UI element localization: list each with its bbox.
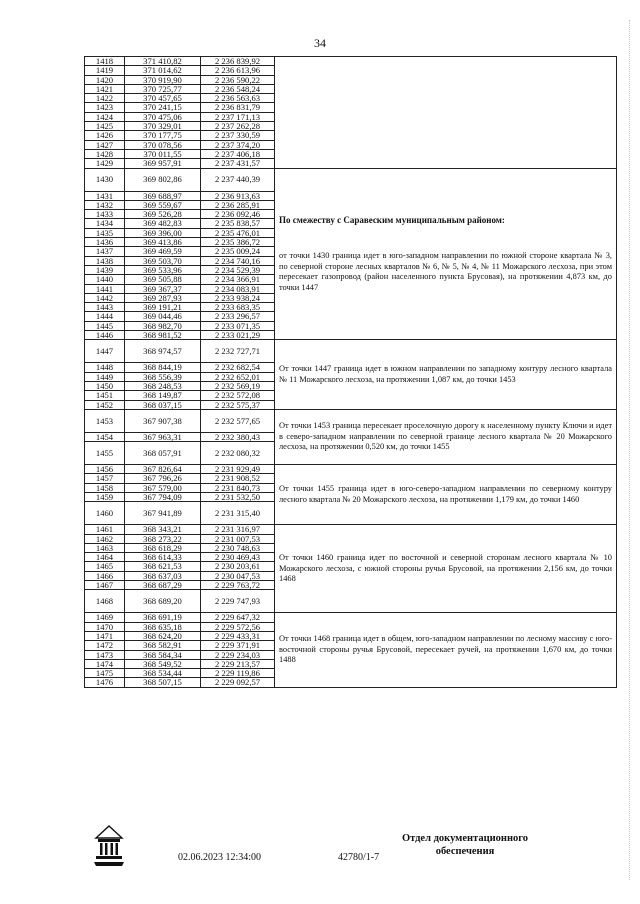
point-number-cell: 1446 bbox=[85, 331, 125, 340]
x-coordinate-cell: 368 637,03 bbox=[125, 571, 201, 580]
point-number-cell: 1467 bbox=[85, 581, 125, 590]
point-number-cell: 1434 bbox=[85, 219, 125, 228]
description-text: От точки 1468 граница идет в общем, юго-западном направлении по лесному массиву с юго-восточной стороны ручья Брусовой, пересекает ручей, на протяжении 1,670 км, до точки 1488 bbox=[279, 634, 612, 665]
point-number-cell: 1469 bbox=[85, 613, 125, 622]
y-coordinate-cell: 2 236 563,63 bbox=[201, 94, 275, 103]
y-coordinate-cell: 2 229 647,32 bbox=[201, 613, 275, 622]
x-coordinate-cell: 368 582,91 bbox=[125, 641, 201, 650]
y-coordinate-cell: 2 237 440,39 bbox=[201, 168, 275, 191]
x-coordinate-cell: 369 469,59 bbox=[125, 247, 201, 256]
y-coordinate-cell: 2 236 613,96 bbox=[201, 66, 275, 75]
y-coordinate-cell: 2 233 071,35 bbox=[201, 321, 275, 330]
point-number-cell: 1453 bbox=[85, 409, 125, 432]
boundary-description-cell bbox=[275, 168, 617, 340]
x-coordinate-cell: 368 981,52 bbox=[125, 331, 201, 340]
boundary-description-cell bbox=[275, 409, 617, 464]
x-coordinate-cell: 370 725,77 bbox=[125, 84, 201, 93]
x-coordinate-cell: 367 794,09 bbox=[125, 492, 201, 501]
x-coordinate-cell: 368 149,87 bbox=[125, 391, 201, 400]
point-number-cell: 1454 bbox=[85, 432, 125, 441]
boundary-description-cell bbox=[275, 525, 617, 613]
x-coordinate-cell: 368 691,19 bbox=[125, 613, 201, 622]
y-coordinate-cell: 2 232 575,37 bbox=[201, 400, 275, 409]
footer-date: 02.06.2023 12:34:00 bbox=[178, 852, 262, 863]
x-coordinate-cell: 370 457,65 bbox=[125, 94, 201, 103]
description-text: от точки 1430 граница идет в юго-западном направлении по южной стороне квартала № 3, по северной стороне лесных кварталов № 6, № 5, № 4, № 11 Можарского лесхоза, при этом пересекает газопровод (район населенного пункта Брусовая), на протяжении 4,873 км, до точки 1447 bbox=[279, 251, 612, 292]
x-coordinate-cell: 369 505,88 bbox=[125, 275, 201, 284]
point-number-cell: 1436 bbox=[85, 238, 125, 247]
x-coordinate-cell: 369 367,37 bbox=[125, 284, 201, 293]
point-number-cell: 1418 bbox=[85, 57, 125, 66]
x-coordinate-cell: 367 796,26 bbox=[125, 474, 201, 483]
y-coordinate-cell: 2 231 316,97 bbox=[201, 525, 275, 534]
description-text: От точки 1455 граница идет в юго-северо-западном направлении по северному контуру лесного квартала № 20 Можарского лесхоза, на протяжении 1,179 км, до точки 1460 bbox=[279, 484, 612, 504]
point-number-cell: 1448 bbox=[85, 363, 125, 372]
y-coordinate-cell: 2 229 371,91 bbox=[201, 641, 275, 650]
point-number-cell: 1443 bbox=[85, 303, 125, 312]
margin-scan-marks bbox=[629, 20, 636, 880]
y-coordinate-cell: 2 237 330,59 bbox=[201, 131, 275, 140]
x-coordinate-cell: 368 273,22 bbox=[125, 534, 201, 543]
y-coordinate-cell: 2 237 262,28 bbox=[201, 122, 275, 131]
x-coordinate-cell: 368 624,20 bbox=[125, 631, 201, 640]
x-coordinate-cell: 370 011,55 bbox=[125, 149, 201, 158]
archive-building-icon bbox=[92, 824, 126, 868]
x-coordinate-cell: 368 635,18 bbox=[125, 622, 201, 631]
y-coordinate-cell: 2 234 366,91 bbox=[201, 275, 275, 284]
y-coordinate-cell: 2 237 431,57 bbox=[201, 159, 275, 168]
table-row bbox=[85, 340, 617, 363]
point-number-cell: 1461 bbox=[85, 525, 125, 534]
point-number-cell: 1421 bbox=[85, 84, 125, 93]
y-coordinate-cell: 2 233 938,24 bbox=[201, 293, 275, 302]
y-coordinate-cell: 2 229 213,57 bbox=[201, 659, 275, 668]
point-number-cell: 1450 bbox=[85, 381, 125, 390]
point-number-cell: 1433 bbox=[85, 210, 125, 219]
x-coordinate-cell: 371 410,82 bbox=[125, 57, 201, 66]
point-number-cell: 1451 bbox=[85, 391, 125, 400]
point-number-cell: 1424 bbox=[85, 112, 125, 121]
point-number-cell: 1444 bbox=[85, 312, 125, 321]
point-number-cell: 1429 bbox=[85, 159, 125, 168]
x-coordinate-cell: 367 907,38 bbox=[125, 409, 201, 432]
y-coordinate-cell: 2 230 748,63 bbox=[201, 543, 275, 552]
point-number-cell: 1457 bbox=[85, 474, 125, 483]
x-coordinate-cell: 369 287,93 bbox=[125, 293, 201, 302]
y-coordinate-cell: 2 232 380,43 bbox=[201, 432, 275, 441]
y-coordinate-cell: 2 229 433,31 bbox=[201, 631, 275, 640]
description-text: От точки 1447 граница идет в южном направлении по западному контуру лесного квартала № 11 Можарского лесхоза, на протяжении 1,087 км, до точки 1453 bbox=[279, 364, 612, 384]
y-coordinate-cell: 2 232 652,01 bbox=[201, 372, 275, 381]
point-number-cell: 1462 bbox=[85, 534, 125, 543]
footer-dept-line1: Отдел документационного bbox=[401, 833, 529, 844]
y-coordinate-cell: 2 230 203,61 bbox=[201, 562, 275, 571]
footer-department bbox=[400, 832, 530, 858]
point-number-cell: 1470 bbox=[85, 622, 125, 631]
y-coordinate-cell: 2 229 092,57 bbox=[201, 678, 275, 687]
y-coordinate-cell: 2 231 908,52 bbox=[201, 474, 275, 483]
x-coordinate-cell: 369 482,83 bbox=[125, 219, 201, 228]
table-row bbox=[85, 409, 617, 432]
x-coordinate-cell: 368 614,33 bbox=[125, 553, 201, 562]
y-coordinate-cell: 2 229 119,86 bbox=[201, 669, 275, 678]
description-heading: По смежеству с Саравеским муниципальным районом: bbox=[279, 214, 505, 225]
y-coordinate-cell: 2 233 021,29 bbox=[201, 331, 275, 340]
point-number-cell: 1468 bbox=[85, 590, 125, 613]
point-number-cell: 1473 bbox=[85, 650, 125, 659]
point-number-cell: 1442 bbox=[85, 293, 125, 302]
y-coordinate-cell: 2 229 763,72 bbox=[201, 581, 275, 590]
y-coordinate-cell: 2 233 683,35 bbox=[201, 303, 275, 312]
boundary-description-cell bbox=[275, 613, 617, 687]
point-number-cell: 1435 bbox=[85, 228, 125, 237]
x-coordinate-cell: 368 549,52 bbox=[125, 659, 201, 668]
description-text: От точки 1460 граница идет по восточной и северной сторонам лесного квартала № 10 Можарского лесхоза, с южной стороны ручья Брусовой, на протяжении 2,156 км, до точки 1468 bbox=[279, 553, 612, 584]
boundary-description-cell bbox=[275, 465, 617, 525]
point-number-cell: 1466 bbox=[85, 571, 125, 580]
y-coordinate-cell: 2 232 080,32 bbox=[201, 442, 275, 465]
x-coordinate-cell: 369 503,70 bbox=[125, 256, 201, 265]
point-number-cell: 1422 bbox=[85, 94, 125, 103]
point-number-cell: 1419 bbox=[85, 66, 125, 75]
point-number-cell: 1440 bbox=[85, 275, 125, 284]
x-coordinate-cell: 369 533,96 bbox=[125, 265, 201, 274]
x-coordinate-cell: 371 014,62 bbox=[125, 66, 201, 75]
x-coordinate-cell: 368 507,15 bbox=[125, 678, 201, 687]
y-coordinate-cell: 2 230 469,43 bbox=[201, 553, 275, 562]
point-number-cell: 1471 bbox=[85, 631, 125, 640]
y-coordinate-cell: 2 229 572,56 bbox=[201, 622, 275, 631]
x-coordinate-cell: 368 689,20 bbox=[125, 590, 201, 613]
x-coordinate-cell: 368 584,34 bbox=[125, 650, 201, 659]
y-coordinate-cell: 2 235 838,57 bbox=[201, 219, 275, 228]
x-coordinate-cell: 368 057,91 bbox=[125, 442, 201, 465]
point-number-cell: 1445 bbox=[85, 321, 125, 330]
point-number-cell: 1428 bbox=[85, 149, 125, 158]
x-coordinate-cell: 370 078,56 bbox=[125, 140, 201, 149]
x-coordinate-cell: 368 844,19 bbox=[125, 363, 201, 372]
page-number: 34 bbox=[314, 36, 326, 50]
point-number-cell: 1425 bbox=[85, 122, 125, 131]
point-number-cell: 1432 bbox=[85, 200, 125, 209]
x-coordinate-cell: 369 413,86 bbox=[125, 238, 201, 247]
boundary-description-cell bbox=[275, 340, 617, 409]
point-number-cell: 1447 bbox=[85, 340, 125, 363]
point-number-cell: 1439 bbox=[85, 265, 125, 274]
y-coordinate-cell: 2 232 577,65 bbox=[201, 409, 275, 432]
y-coordinate-cell: 2 232 569,19 bbox=[201, 381, 275, 390]
description-text: От точки 1453 граница пересекает проселочную дорогу к населенному пункту Ключи и идет в северо-западном направлении по северной границе лесного квартала № 20 Можарского лесхоза, на протяжении 0,520 км, до точки 1455 bbox=[279, 421, 612, 452]
x-coordinate-cell: 370 177,75 bbox=[125, 131, 201, 140]
point-number-cell: 1456 bbox=[85, 465, 125, 474]
y-coordinate-cell: 2 236 092,46 bbox=[201, 210, 275, 219]
point-number-cell: 1438 bbox=[85, 256, 125, 265]
boundary-description-cell bbox=[275, 57, 617, 169]
y-coordinate-cell: 2 232 572,08 bbox=[201, 391, 275, 400]
point-number-cell: 1426 bbox=[85, 131, 125, 140]
x-coordinate-cell: 370 241,15 bbox=[125, 103, 201, 112]
footer-reg-number: 42780/1-7 bbox=[338, 852, 380, 863]
point-number-cell: 1427 bbox=[85, 140, 125, 149]
y-coordinate-cell: 2 235 009,24 bbox=[201, 247, 275, 256]
x-coordinate-cell: 370 329,01 bbox=[125, 122, 201, 131]
x-coordinate-cell: 367 579,00 bbox=[125, 483, 201, 492]
point-number-cell: 1431 bbox=[85, 191, 125, 200]
point-number-cell: 1441 bbox=[85, 284, 125, 293]
x-coordinate-cell: 369 688,97 bbox=[125, 191, 201, 200]
coordinates-table-body bbox=[85, 57, 617, 688]
x-coordinate-cell: 368 556,39 bbox=[125, 372, 201, 381]
x-coordinate-cell: 370 919,90 bbox=[125, 75, 201, 84]
point-number-cell: 1465 bbox=[85, 562, 125, 571]
x-coordinate-cell: 368 982,70 bbox=[125, 321, 201, 330]
footer-dept-line2: обеспечения bbox=[435, 846, 495, 857]
x-coordinate-cell: 367 826,64 bbox=[125, 465, 201, 474]
y-coordinate-cell: 2 231 929,49 bbox=[201, 465, 275, 474]
point-number-cell: 1437 bbox=[85, 247, 125, 256]
y-coordinate-cell: 2 236 285,91 bbox=[201, 200, 275, 209]
x-coordinate-cell: 368 687,29 bbox=[125, 581, 201, 590]
x-coordinate-cell: 369 526,28 bbox=[125, 210, 201, 219]
y-coordinate-cell: 2 236 831,79 bbox=[201, 103, 275, 112]
y-coordinate-cell: 2 232 682,54 bbox=[201, 363, 275, 372]
point-number-cell: 1464 bbox=[85, 553, 125, 562]
y-coordinate-cell: 2 237 406,18 bbox=[201, 149, 275, 158]
x-coordinate-cell: 369 191,21 bbox=[125, 303, 201, 312]
y-coordinate-cell: 2 232 727,71 bbox=[201, 340, 275, 363]
x-coordinate-cell: 368 974,57 bbox=[125, 340, 201, 363]
y-coordinate-cell: 2 230 047,53 bbox=[201, 571, 275, 580]
y-coordinate-cell: 2 235 386,72 bbox=[201, 238, 275, 247]
point-number-cell: 1475 bbox=[85, 669, 125, 678]
y-coordinate-cell: 2 231 532,50 bbox=[201, 492, 275, 501]
x-coordinate-cell: 369 802,86 bbox=[125, 168, 201, 191]
x-coordinate-cell: 369 396,00 bbox=[125, 228, 201, 237]
point-number-cell: 1452 bbox=[85, 400, 125, 409]
x-coordinate-cell: 368 037,15 bbox=[125, 400, 201, 409]
x-coordinate-cell: 369 044,46 bbox=[125, 312, 201, 321]
point-number-cell: 1459 bbox=[85, 492, 125, 501]
table-row bbox=[85, 613, 617, 622]
point-number-cell: 1458 bbox=[85, 483, 125, 492]
y-coordinate-cell: 2 237 171,13 bbox=[201, 112, 275, 121]
x-coordinate-cell: 368 534,44 bbox=[125, 669, 201, 678]
y-coordinate-cell: 2 231 315,40 bbox=[201, 502, 275, 525]
y-coordinate-cell: 2 236 913,63 bbox=[201, 191, 275, 200]
point-number-cell: 1449 bbox=[85, 372, 125, 381]
y-coordinate-cell: 2 236 839,92 bbox=[201, 57, 275, 66]
y-coordinate-cell: 2 234 740,16 bbox=[201, 256, 275, 265]
y-coordinate-cell: 2 233 296,57 bbox=[201, 312, 275, 321]
y-coordinate-cell: 2 231 840,73 bbox=[201, 483, 275, 492]
y-coordinate-cell: 2 234 083,91 bbox=[201, 284, 275, 293]
x-coordinate-cell: 368 248,53 bbox=[125, 381, 201, 390]
x-coordinate-cell: 368 621,53 bbox=[125, 562, 201, 571]
point-number-cell: 1463 bbox=[85, 543, 125, 552]
point-number-cell: 1460 bbox=[85, 502, 125, 525]
y-coordinate-cell: 2 236 548,24 bbox=[201, 84, 275, 93]
point-number-cell: 1423 bbox=[85, 103, 125, 112]
point-number-cell: 1455 bbox=[85, 442, 125, 465]
y-coordinate-cell: 2 237 374,20 bbox=[201, 140, 275, 149]
point-number-cell: 1420 bbox=[85, 75, 125, 84]
x-coordinate-cell: 367 963,31 bbox=[125, 432, 201, 441]
point-number-cell: 1430 bbox=[85, 168, 125, 191]
x-coordinate-cell: 369 559,67 bbox=[125, 200, 201, 209]
y-coordinate-cell: 2 235 476,01 bbox=[201, 228, 275, 237]
table-row bbox=[85, 168, 617, 191]
y-coordinate-cell: 2 236 590,22 bbox=[201, 75, 275, 84]
coordinates-table bbox=[84, 56, 617, 688]
x-coordinate-cell: 369 957,91 bbox=[125, 159, 201, 168]
point-number-cell: 1474 bbox=[85, 659, 125, 668]
x-coordinate-cell: 370 475,06 bbox=[125, 112, 201, 121]
y-coordinate-cell: 2 234 529,39 bbox=[201, 265, 275, 274]
x-coordinate-cell: 368 618,29 bbox=[125, 543, 201, 552]
y-coordinate-cell: 2 229 747,93 bbox=[201, 590, 275, 613]
x-coordinate-cell: 367 941,89 bbox=[125, 502, 201, 525]
y-coordinate-cell: 2 229 234,03 bbox=[201, 650, 275, 659]
point-number-cell: 1476 bbox=[85, 678, 125, 687]
table-row bbox=[85, 525, 617, 534]
x-coordinate-cell: 368 343,21 bbox=[125, 525, 201, 534]
point-number-cell: 1472 bbox=[85, 641, 125, 650]
y-coordinate-cell: 2 231 007,53 bbox=[201, 534, 275, 543]
